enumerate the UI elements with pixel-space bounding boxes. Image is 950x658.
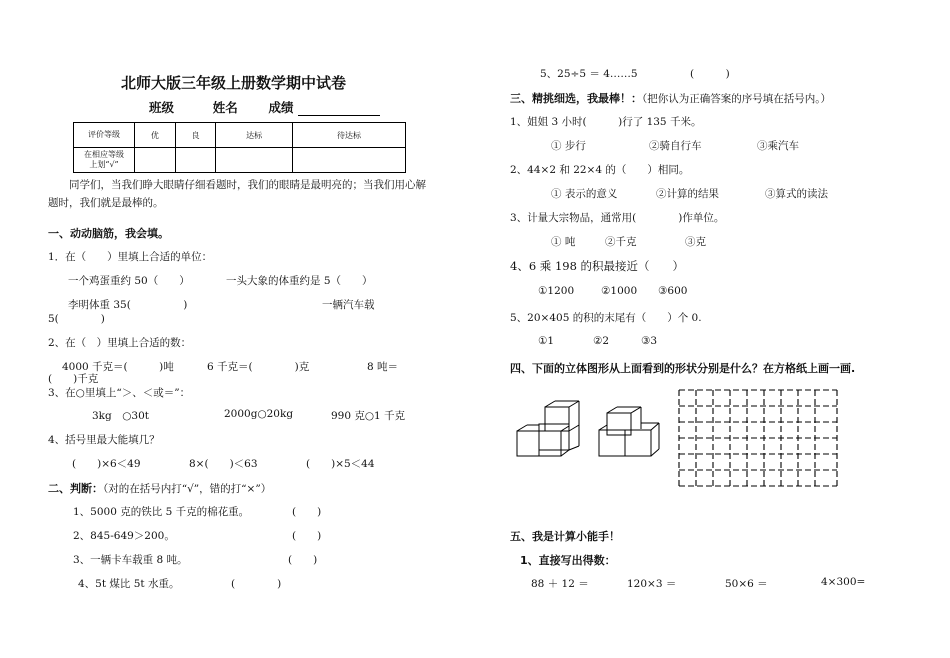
option[interactable]: ①1200	[538, 285, 575, 297]
fill-item[interactable]: 6 千克＝( )克	[207, 361, 310, 373]
grid-paper[interactable]	[678, 389, 838, 487]
fill-item[interactable]: ( )千克	[48, 373, 99, 385]
score-blank[interactable]	[298, 103, 380, 116]
option[interactable]: ③算式的读法	[765, 188, 828, 200]
option[interactable]: ②千克	[605, 236, 637, 248]
judge-paren[interactable]: ( )	[231, 578, 282, 590]
question-text: 4、括号里最大能填几？	[48, 434, 160, 446]
judge-item: 4、5t 煤比 5t 水重。	[78, 578, 180, 590]
judge-item: 3、一辆卡车载重 8 吨。	[73, 554, 188, 566]
cube-figure-2	[597, 405, 663, 463]
judge-item: 2、845-649＞200。	[73, 530, 175, 542]
judge-item: 5、25÷5 ＝ 4……5	[540, 68, 638, 80]
option[interactable]: ③乘汽车	[757, 140, 799, 152]
question-text: 2、在（ ）里填上合适的数：	[48, 337, 192, 349]
option[interactable]: ① 步行	[551, 140, 586, 152]
section3-title: 三、精挑细选，我最棒！：（把你认为正确答案的序号填在括号内。）	[510, 92, 831, 105]
section5-sub: 1、直接写出得数：	[520, 554, 616, 567]
grade-header-cell: 良	[175, 123, 216, 148]
option[interactable]: ②计算的结果	[656, 188, 719, 200]
fill-item: 一辆汽车载	[322, 299, 375, 311]
option[interactable]: ①1	[538, 335, 555, 347]
section2-title: 二、判断：（对的在括号内打“√”，错的打“×”）	[48, 482, 272, 495]
grade-header-cell: 待达标	[293, 123, 406, 148]
section4-title: 四、下面的立体图形从上面看到的形状分别是什么？在方格纸上画一画.	[510, 362, 856, 375]
question-text: 3、在○里填上“＞、＜或＝”：	[48, 387, 191, 399]
calc-item[interactable]: 4×300=	[821, 576, 866, 588]
student-info	[149, 98, 380, 116]
grade-table	[73, 122, 406, 173]
fill-item[interactable]: ( )×6＜49	[72, 458, 141, 470]
option[interactable]: ②2	[593, 335, 610, 347]
fill-item[interactable]: 李明体重 35( )	[68, 299, 188, 311]
fill-item[interactable]: 8×( )＜63	[189, 458, 258, 470]
fill-item[interactable]: 5( )	[48, 313, 105, 325]
name-label: 姓名	[212, 100, 238, 115]
grade-header-cell: 优	[135, 123, 176, 148]
question-text: 5、20×405 的积的末尾有（ ）个 0.	[510, 312, 702, 324]
grade-mark-cell[interactable]	[135, 148, 176, 173]
grade-mark-cell[interactable]	[293, 148, 406, 173]
calc-item[interactable]: 120×3 ＝	[627, 578, 677, 590]
question-text: 4、6 乘 198 的积最接近（ ）	[510, 259, 685, 273]
option[interactable]: ②骑自行车	[649, 140, 702, 152]
compare-item[interactable]: 3kg ○30t	[92, 410, 150, 422]
grade-header-row	[74, 123, 406, 148]
option[interactable]: ③克	[685, 236, 706, 248]
judge-paren[interactable]: ( )	[292, 506, 322, 518]
judge-paren[interactable]: ( )	[288, 554, 318, 566]
intro-line: 同学们，当我们睁大眼睛仔细看题时，我们的眼睛是最明亮的；当我们用心解	[69, 179, 426, 191]
option[interactable]: ③3	[641, 335, 658, 347]
calc-item[interactable]: 88 ＋ 12 ＝	[531, 578, 589, 590]
section5-title: 五、我是计算小能手！	[510, 530, 620, 543]
fill-item[interactable]: ( )×5＜44	[306, 458, 375, 470]
judge-item: 1、5000 克的铁比 5 千克的棉花重。	[73, 506, 250, 518]
judge-paren[interactable]: ( )	[690, 68, 730, 80]
question-text: 3、计量大宗物品，通常用( )作单位。	[510, 212, 725, 224]
question-text: 1、姐姐 3 小时( )行了 135 千米。	[510, 116, 702, 128]
calc-item[interactable]: 50×6 ＝	[725, 578, 768, 590]
option[interactable]: ① 吨	[551, 236, 576, 248]
compare-item[interactable]: 990 克○1 千克	[331, 410, 406, 422]
intro-line: 题时，我们就是最棒的。	[48, 197, 164, 209]
judge-paren[interactable]: ( )	[292, 530, 322, 542]
page-title: 北师大版三年级上册数学期中试卷	[121, 74, 347, 92]
question-text: 1．在（ ）里填上合适的单位：	[48, 251, 213, 263]
option[interactable]: ②1000	[601, 285, 638, 297]
grade-header-cell: 达标	[216, 123, 293, 148]
fill-item[interactable]: 4000 千克＝( )吨	[62, 361, 174, 373]
question-text: 2、44×2 和 22×4 的（ ）相同。	[510, 164, 690, 176]
cube-figure-1	[515, 400, 581, 464]
fill-item: 8 吨＝	[367, 361, 399, 373]
score-label: 成绩	[268, 100, 294, 115]
class-label: 班级	[149, 100, 175, 115]
compare-item[interactable]: 2000g○20kg	[224, 408, 294, 420]
option[interactable]: ③600	[658, 285, 688, 297]
grade-header-cell: 评价等级	[74, 123, 135, 148]
section1-title: 一、动动脑筋，我会填。	[48, 227, 169, 240]
option[interactable]: ① 表示的意义	[551, 188, 618, 200]
fill-item[interactable]: 一头大象的体重约是 5（ ）	[226, 275, 373, 287]
grade-row-label: 在相应等级 上划“√”	[74, 148, 135, 173]
grade-mark-row	[74, 148, 406, 173]
grade-mark-cell[interactable]	[216, 148, 293, 173]
fill-item[interactable]: 一个鸡蛋重约 50（ ）	[68, 275, 190, 287]
grade-mark-cell[interactable]	[175, 148, 216, 173]
